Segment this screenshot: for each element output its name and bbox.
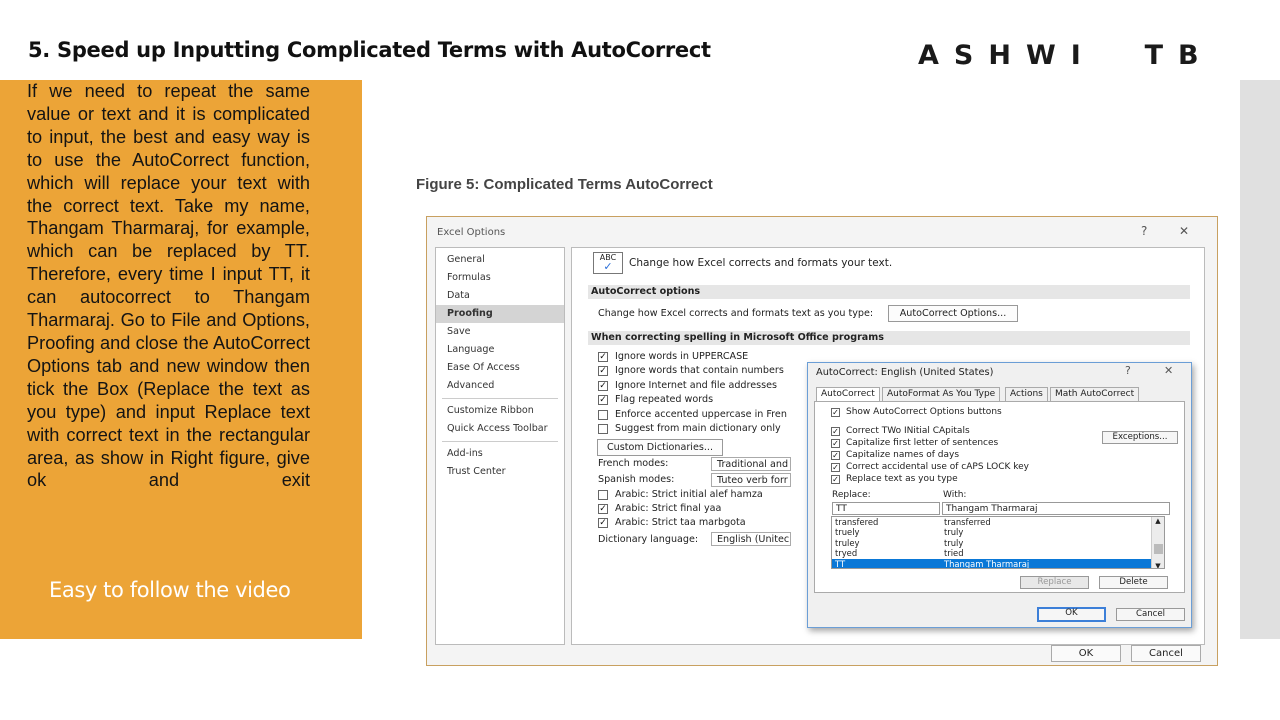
body-text: If we need to repeat the same value or text and it is complicated to input, the best and easy way is to use the AutoCorrect function, which will replace your text with the correct text. Take my name, Thangam Tharmaraj, for example, which can be replaced by TT. Therefore, every time I input TT, it can autocorrect to Thangam Tharmaraj. Go to File and Options, Proofing and close the AutoCorrect Options tab and new window then tick the Box (Replace the text as you type) and input Replace text with correct text in the rectangular area, as show in Right figure, give ok and exit bbox=[27, 81, 310, 491]
section-autocorrect: AutoCorrect options bbox=[588, 285, 1190, 299]
option-label: Correct TWo INitial CApitals bbox=[846, 426, 970, 436]
option-label: Capitalize first letter of sentences bbox=[846, 438, 999, 448]
nav-item-general[interactable]: General bbox=[447, 254, 485, 265]
abc-icon-text: ABC bbox=[599, 253, 617, 262]
list-item-with: Thangam Tharmaraj bbox=[944, 558, 1030, 569]
nav-item-data[interactable]: Data bbox=[447, 290, 470, 301]
option-label: Arabic: Strict initial alef hamza bbox=[615, 489, 763, 500]
dictionary-language-select[interactable]: English (Unitec bbox=[711, 532, 791, 546]
spanish-modes-label: Spanish modes: bbox=[598, 474, 675, 485]
list-item[interactable] bbox=[832, 517, 1164, 527]
checkbox-ignore-uppercase[interactable]: ✓ bbox=[599, 352, 607, 362]
exceptions-button[interactable]: Exceptions... bbox=[1102, 431, 1178, 444]
option-label: Arabic: Strict final yaa bbox=[615, 503, 722, 514]
option-label: Suggest from main dictionary only bbox=[615, 423, 781, 434]
checkbox-ignore-internet[interactable]: ✓ bbox=[599, 381, 607, 391]
ok-button[interactable]: OK bbox=[1051, 645, 1121, 662]
scroll-up-icon[interactable]: ▲ bbox=[1155, 517, 1161, 525]
dialog-cancel-button[interactable]: Cancel bbox=[1116, 608, 1185, 621]
nav-item-formulas[interactable]: Formulas bbox=[447, 272, 491, 283]
close-icon[interactable]: ✕ bbox=[1179, 224, 1190, 238]
french-modes-select[interactable]: Traditional and bbox=[711, 457, 791, 471]
checkbox-suggest-main[interactable] bbox=[598, 424, 608, 434]
slide-title: 5. Speed up Inputting Complicated Terms with AutoCorrect bbox=[28, 38, 711, 62]
list-item[interactable] bbox=[832, 548, 1164, 558]
tab-actions[interactable]: Actions bbox=[1005, 387, 1048, 401]
list-item-replace: truley bbox=[835, 537, 860, 548]
nav-item-quick-access-toolbar[interactable]: Quick Access Toolbar bbox=[447, 423, 548, 434]
nav-item-add-ins[interactable]: Add-ins bbox=[447, 448, 483, 459]
nav-divider bbox=[442, 398, 558, 399]
custom-dictionaries-button[interactable]: Custom Dictionaries... bbox=[597, 439, 723, 456]
list-item-with: tried bbox=[944, 548, 964, 559]
scroll-thumb[interactable] bbox=[1154, 544, 1163, 554]
excel-options-window bbox=[426, 216, 1218, 666]
list-item-with: truly bbox=[944, 527, 964, 538]
option-label: Enforce accented uppercase in Fren bbox=[615, 409, 787, 420]
option-label: Ignore Internet and file addresses bbox=[615, 380, 778, 391]
with-input[interactable]: Thangam Tharmaraj bbox=[942, 502, 1170, 515]
options-nav bbox=[435, 247, 565, 645]
text-panel bbox=[0, 80, 362, 639]
help-icon[interactable]: ? bbox=[1125, 364, 1131, 377]
side-bar bbox=[1240, 80, 1280, 639]
checkbox-capitalize-days[interactable]: ✓ bbox=[832, 451, 839, 460]
list-item-with: truly bbox=[944, 537, 964, 548]
spanish-modes-select[interactable]: Tuteo verb forr bbox=[711, 473, 791, 487]
window-title: Excel Options bbox=[437, 227, 506, 238]
french-modes-label: French modes: bbox=[598, 458, 669, 469]
nav-item-trust-center[interactable]: Trust Center bbox=[447, 466, 506, 477]
nav-item-customize-ribbon[interactable]: Customize Ribbon bbox=[447, 405, 534, 416]
check-icon: ✓ bbox=[603, 260, 613, 273]
list-item-replace: TT bbox=[835, 558, 846, 569]
scroll-down-icon[interactable]: ▼ bbox=[1155, 562, 1161, 569]
replacement-list[interactable] bbox=[831, 516, 1165, 569]
checkbox-enforce-accented[interactable] bbox=[598, 410, 608, 420]
option-label: Arabic: Strict taa marbgota bbox=[615, 517, 746, 528]
dictionary-language-label: Dictionary language: bbox=[598, 534, 699, 545]
list-item[interactable] bbox=[832, 527, 1164, 537]
list-scrollbar[interactable] bbox=[1151, 517, 1164, 569]
list-item-replace: truely bbox=[835, 527, 860, 538]
checkbox-ignore-numbers[interactable]: ✓ bbox=[599, 366, 607, 376]
checkbox-arabic-taa[interactable]: ✓ bbox=[599, 518, 607, 528]
dialog-ok-button[interactable]: OK bbox=[1037, 607, 1106, 622]
nav-item-ease-of-access[interactable]: Ease Of Access bbox=[447, 362, 520, 373]
tab-autoformat[interactable]: AutoFormat As You Type bbox=[882, 387, 1000, 401]
nav-item-language[interactable]: Language bbox=[447, 344, 495, 355]
option-label: Show AutoCorrect Options buttons bbox=[846, 407, 1002, 417]
autocorrect-options-button[interactable]: AutoCorrect Options... bbox=[888, 305, 1018, 322]
brand-logo: ASHWI TB bbox=[918, 40, 1214, 71]
autocorrect-dialog bbox=[807, 362, 1192, 628]
delete-button[interactable]: Delete bbox=[1099, 576, 1168, 589]
nav-item-advanced[interactable]: Advanced bbox=[447, 380, 495, 391]
video-callout: Easy to follow the video bbox=[49, 578, 291, 602]
list-item-replace: tryed bbox=[835, 548, 858, 559]
checkbox-replace-text[interactable]: ✓ bbox=[832, 475, 839, 484]
checkbox-capitalize-sentences[interactable]: ✓ bbox=[832, 439, 839, 448]
proofing-header: Change how Excel corrects and formats your text. bbox=[629, 257, 893, 269]
checkbox-flag-repeated[interactable]: ✓ bbox=[599, 395, 607, 405]
dialog-title: AutoCorrect: English (United States) bbox=[816, 367, 994, 378]
replace-label: Replace: bbox=[832, 490, 871, 500]
option-label: Ignore words that contain numbers bbox=[615, 365, 784, 376]
tab-autocorrect[interactable]: AutoCorrect bbox=[816, 387, 880, 402]
abc-check-icon bbox=[593, 252, 623, 274]
option-label: Capitalize names of days bbox=[846, 450, 960, 460]
list-item-replace: transfered bbox=[835, 517, 879, 527]
list-item[interactable] bbox=[832, 538, 1164, 548]
section-spelling: When correcting spelling in Microsoft Office programs bbox=[588, 331, 1190, 345]
list-item-selected[interactable] bbox=[832, 559, 1164, 569]
option-label: Ignore words in UPPERCASE bbox=[615, 351, 749, 362]
cancel-button[interactable]: Cancel bbox=[1131, 645, 1201, 662]
with-label: With: bbox=[943, 490, 967, 500]
figure-caption: Figure 5: Complicated Terms AutoCorrect bbox=[416, 176, 713, 193]
checkbox-arabic-yaa[interactable]: ✓ bbox=[599, 504, 607, 514]
checkbox-two-initial-caps[interactable]: ✓ bbox=[832, 427, 839, 436]
replace-input[interactable]: TT bbox=[832, 502, 940, 515]
checkbox-arabic-alef[interactable] bbox=[598, 490, 608, 500]
list-item-with: transferred bbox=[944, 517, 991, 527]
checkbox-show-buttons[interactable]: ✓ bbox=[832, 408, 839, 417]
checkbox-caps-lock[interactable]: ✓ bbox=[832, 463, 839, 472]
tab-math-autocorrect[interactable]: Math AutoCorrect bbox=[1050, 387, 1139, 401]
option-label: Flag repeated words bbox=[615, 394, 714, 405]
option-label: Correct accidental use of cAPS LOCK key bbox=[846, 462, 1029, 472]
autocorrect-label: Change how Excel corrects and formats text as you type: bbox=[598, 308, 874, 319]
replace-button[interactable]: Replace bbox=[1020, 576, 1089, 589]
close-icon[interactable]: ✕ bbox=[1164, 364, 1174, 377]
option-label: Replace text as you type bbox=[846, 474, 958, 484]
nav-item-proofing[interactable]: Proofing bbox=[436, 305, 564, 323]
nav-divider bbox=[442, 441, 558, 442]
nav-item-save[interactable]: Save bbox=[447, 326, 471, 337]
help-icon[interactable]: ? bbox=[1141, 224, 1148, 238]
